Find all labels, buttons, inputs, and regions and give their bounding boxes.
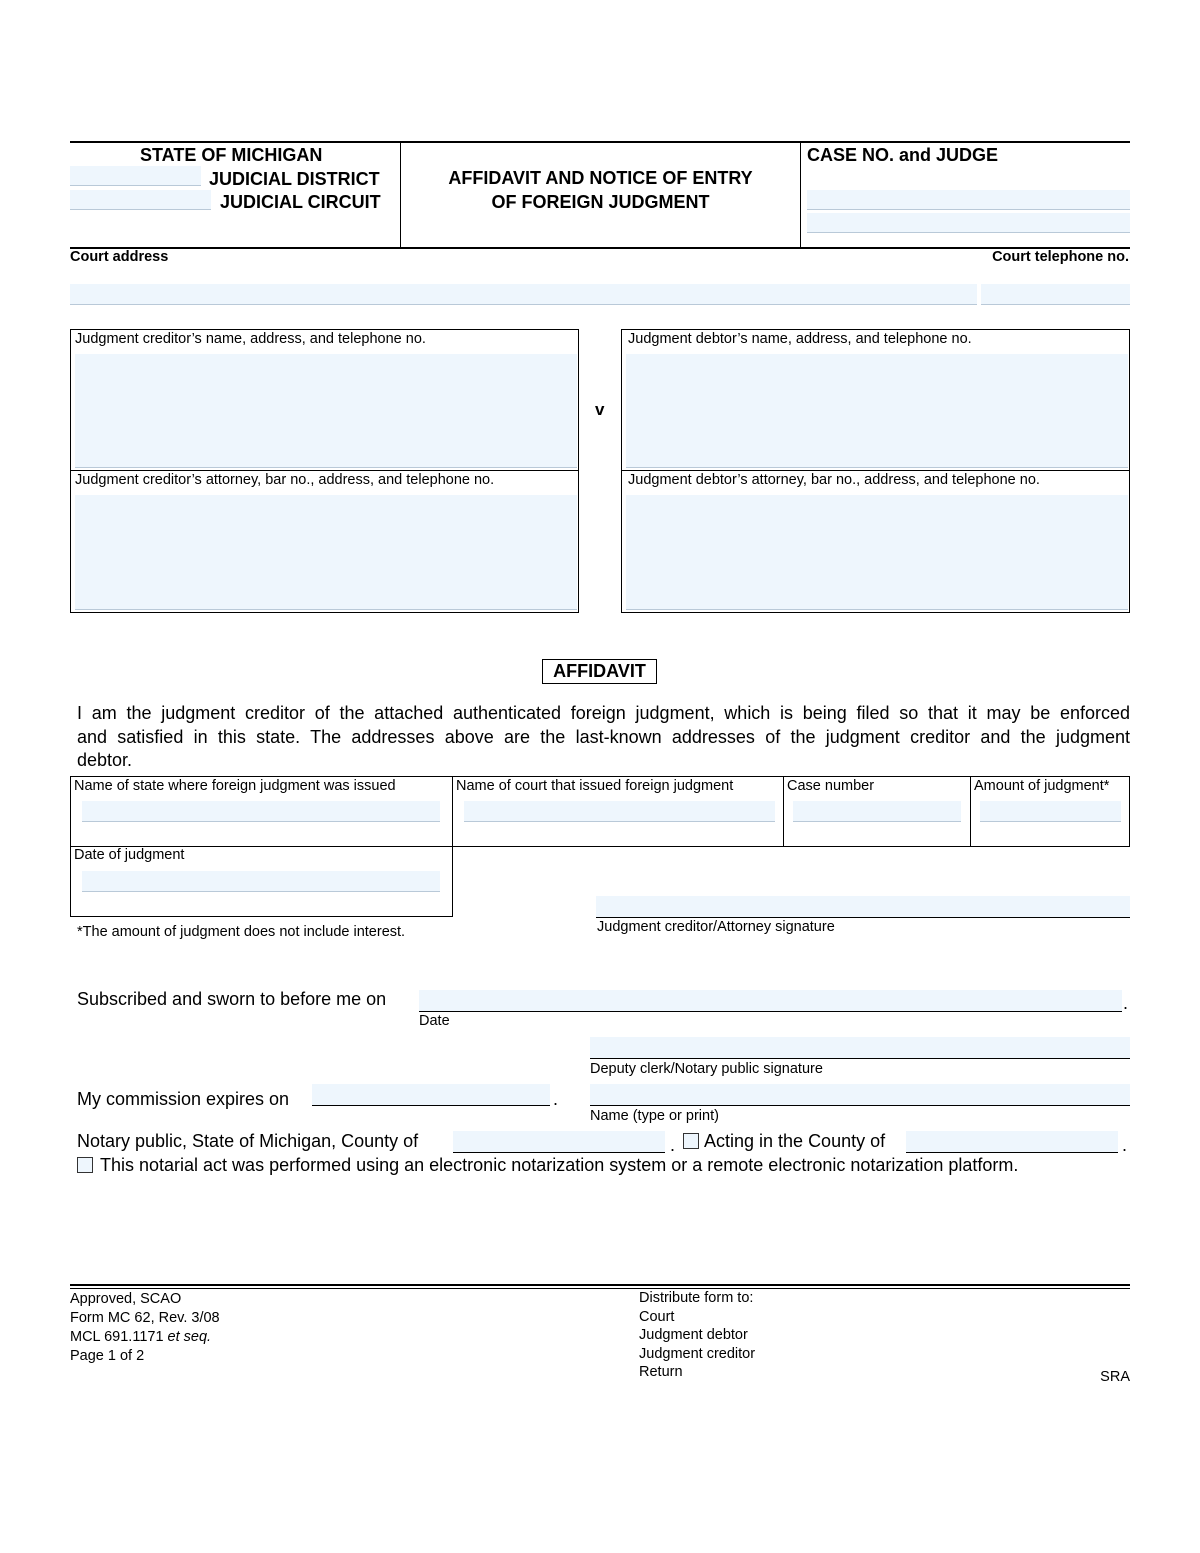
district-number-field[interactable] bbox=[70, 166, 201, 186]
dist-item-court: Court bbox=[639, 1308, 675, 1325]
creditor-signature-label: Judgment creditor/Attorney signature bbox=[597, 919, 835, 935]
circuit-label: JUDICIAL CIRCUIT bbox=[220, 192, 381, 212]
sworn-date-field[interactable] bbox=[419, 990, 1122, 1012]
district-label: JUDICIAL DISTRICT bbox=[209, 169, 380, 189]
commission-period: . bbox=[553, 1089, 559, 1109]
sworn-period: . bbox=[1123, 993, 1129, 1013]
creditor-signature-field[interactable] bbox=[596, 896, 1130, 918]
dist-item-creditor: Judgment creditor bbox=[639, 1345, 756, 1362]
notary-name-field[interactable] bbox=[590, 1084, 1130, 1106]
case-number-label: Case number bbox=[787, 778, 875, 794]
dist-item-return: Return bbox=[639, 1364, 683, 1381]
court-issued-field[interactable] bbox=[464, 801, 775, 822]
debtor-field[interactable] bbox=[626, 354, 1128, 468]
distribute-heading: Distribute form to: bbox=[639, 1290, 754, 1306]
dist-item-debtor: Judgment debtor bbox=[639, 1327, 748, 1344]
sra-text: SRA bbox=[1100, 1369, 1130, 1385]
court-address-field[interactable] bbox=[70, 284, 977, 305]
date-of-judgment-field[interactable] bbox=[82, 871, 440, 892]
affidavit-heading: AFFIDAVIT bbox=[542, 659, 657, 684]
amount-label: Amount of judgment* bbox=[974, 778, 1110, 794]
acting-county-label: Acting in the County of bbox=[704, 1131, 886, 1151]
table-divider-1 bbox=[452, 776, 453, 847]
county-period: . bbox=[670, 1135, 676, 1155]
footer-left bbox=[70, 1290, 220, 1366]
versus-label: v bbox=[595, 400, 605, 419]
case-no-label: CASE NO. and JUDGE bbox=[807, 145, 999, 165]
statement-line3: debtor. bbox=[77, 750, 133, 770]
acting-county-field[interactable] bbox=[906, 1131, 1118, 1153]
debtor-box-divider bbox=[621, 470, 1130, 471]
sworn-date-label: Date bbox=[419, 1013, 450, 1029]
court-address-label: Court address bbox=[70, 249, 169, 265]
page-number-text: Page 1 of 2 bbox=[70, 1348, 145, 1364]
mcl-prefix: MCL 691.1171 bbox=[70, 1329, 168, 1345]
debtor-label: Judgment debtor’s name, address, and telephone no. bbox=[628, 331, 972, 347]
electronic-notarization-label: This notarial act was performed using an electronic notarization system or a remote electronic notarization platform. bbox=[100, 1155, 1019, 1175]
court-phone-label: Court telephone no. bbox=[992, 249, 1129, 265]
form-title-line1: AFFIDAVIT AND NOTICE OF ENTRY bbox=[448, 168, 753, 188]
electronic-notarization-checkbox[interactable] bbox=[77, 1157, 93, 1173]
notary-name-label: Name (type or print) bbox=[590, 1108, 719, 1124]
debtor-attorney-label: Judgment debtor’s attorney, bar no., address, and telephone no. bbox=[628, 472, 1040, 488]
distribution-list bbox=[639, 1289, 755, 1382]
acting-county-period: . bbox=[1122, 1135, 1128, 1155]
statement-line2: and satisfied in this state. The addresses above are the last-known addresses of the judgment creditor and the judgment bbox=[77, 726, 1130, 747]
footer-rule-top bbox=[70, 1284, 1130, 1286]
judge-field[interactable] bbox=[807, 213, 1130, 233]
creditor-attorney-label: Judgment creditor’s attorney, bar no., address, and telephone no. bbox=[75, 472, 495, 488]
debtor-attorney-field[interactable] bbox=[626, 495, 1128, 610]
form-title bbox=[401, 166, 800, 214]
affidavit-statement bbox=[77, 702, 1130, 773]
creditor-box-divider bbox=[70, 470, 579, 471]
commission-date-field[interactable] bbox=[312, 1084, 550, 1106]
state-heading: STATE OF MICHIGAN bbox=[140, 145, 323, 165]
deputy-signature-field[interactable] bbox=[590, 1037, 1130, 1059]
foreign-case-number-field[interactable] bbox=[793, 801, 961, 822]
case-number-field[interactable] bbox=[807, 190, 1130, 210]
court-phone-field[interactable] bbox=[981, 284, 1130, 305]
sworn-label: Subscribed and sworn to before me on bbox=[77, 989, 387, 1009]
mcl-text bbox=[70, 1328, 220, 1347]
header-bottom-rule bbox=[70, 247, 1130, 249]
commission-label: My commission expires on bbox=[77, 1089, 290, 1109]
creditor-field[interactable] bbox=[75, 354, 577, 468]
acting-county-checkbox[interactable] bbox=[683, 1133, 699, 1149]
statement-line1: I am the judgment creditor of the attached authenticated foreign judgment, which is being filed so that it may be enforced bbox=[77, 703, 1130, 723]
creditor-attorney-field[interactable] bbox=[75, 495, 577, 610]
date-of-judgment-label: Date of judgment bbox=[74, 847, 185, 863]
approved-text: Approved, SCAO bbox=[70, 1291, 182, 1307]
footer-rule-bottom bbox=[70, 1288, 1130, 1289]
header-top-rule bbox=[70, 141, 1130, 143]
mcl-italic: et seq. bbox=[167, 1329, 212, 1345]
form-number-text: Form MC 62, Rev. 3/08 bbox=[70, 1310, 220, 1326]
form-title-line2: OF FOREIGN JUDGMENT bbox=[491, 192, 710, 212]
county-label: Notary public, State of Michigan, County of bbox=[77, 1131, 419, 1151]
deputy-signature-label: Deputy clerk/Notary public signature bbox=[590, 1061, 823, 1077]
state-issued-field[interactable] bbox=[82, 801, 440, 822]
header-divider-right bbox=[800, 142, 801, 248]
state-issued-label: Name of state where foreign judgment was issued bbox=[74, 778, 396, 794]
amount-footnote: *The amount of judgment does not include interest. bbox=[77, 924, 406, 940]
court-issued-label: Name of court that issued foreign judgment bbox=[456, 778, 734, 794]
creditor-label: Judgment creditor’s name, address, and telephone no. bbox=[75, 331, 426, 347]
circuit-number-field[interactable] bbox=[70, 190, 211, 210]
county-field[interactable] bbox=[453, 1131, 665, 1153]
table-divider-2 bbox=[783, 776, 784, 847]
amount-field[interactable] bbox=[980, 801, 1121, 822]
table-divider-3 bbox=[970, 776, 971, 847]
